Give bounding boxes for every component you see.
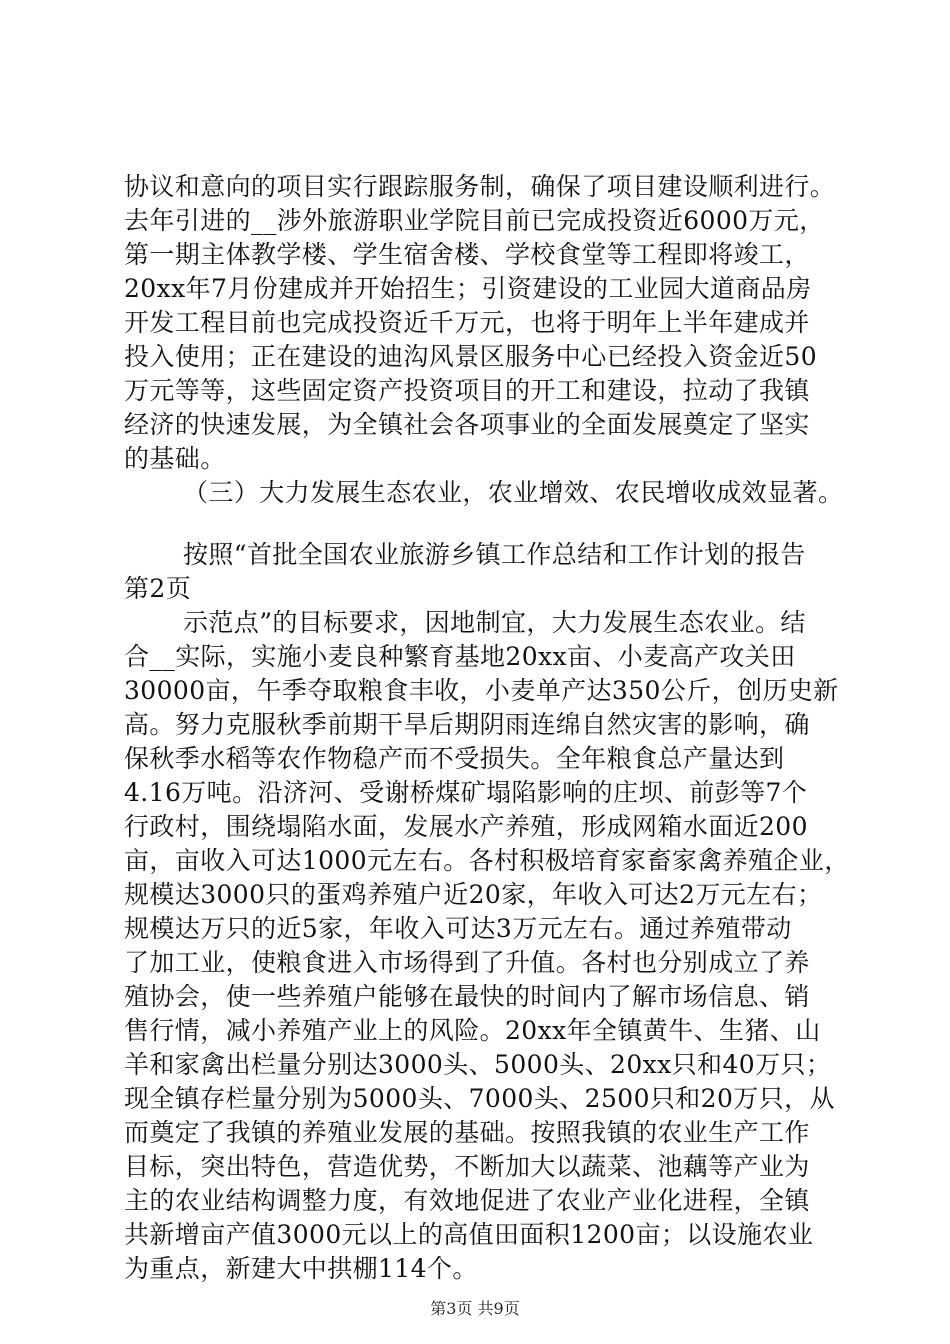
text-line: 规模达3000只的蛋鸡养殖户近20家，年收入可达2万元左右； (124, 880, 823, 909)
text-line: 20xx年7月份建成并开始招生；引资建设的工业园大道商品房 (124, 274, 812, 303)
page-footer: 第3页 共9页 (430, 1299, 520, 1318)
text-line: 保秋季水稻等农作物稳产而不受损失。全年粮食总产量达到 (124, 744, 785, 773)
text-line: 第一期主体教学楼、学生宿舍楼、学校食堂等工程即将竣工， (124, 240, 810, 269)
text-line: 经济的快速发展，为全镇社会各项事业的全面发展奠定了坚实 (124, 410, 810, 439)
text-line: 亩，亩收入可达1000元左右。各村积极培育家畜家禽养殖企业， (124, 846, 850, 875)
text-line: 高。努力克服秋季前期干旱后期阴雨连绵自然灾害的影响，确 (124, 710, 810, 739)
section-heading: （三）大力发展生态农业，农业增效、农民增收成效显著。 (183, 478, 844, 507)
text-line: 了加工业，使粮食进入市场得到了升值。各村也分别成立了养 (124, 948, 810, 977)
text-line: 万元等等，这些固定资产投资项目的开工和建设，拉动了我镇 (124, 376, 810, 405)
text-line: 投入使用；正在建设的迪沟风景区服务中心已经投入资金近50 (124, 342, 818, 371)
text-line: 的基础。 (124, 444, 226, 473)
text-line: 而奠定了我镇的养殖业发展的基础。按照我镇的农业生产工作 (124, 1118, 810, 1147)
text-line: 协议和意向的项目实行跟踪服务制，确保了项目建设顺利进行。 (124, 172, 836, 201)
text-line: 行政村，围绕塌陷水面，发展水产养殖，形成网箱水面近200 (124, 812, 808, 841)
text-line: 去年引进的__涉外旅游职业学院目前已完成投资近6000万元， (124, 206, 825, 235)
text-line: 殖协会，使一些养殖户能够在最快的时间内了解市场信息、销 (124, 982, 810, 1011)
text-line: 示范点”的目标要求，因地制宜，大力发展生态农业。结 (183, 608, 806, 637)
text-line: 售行情，减小养殖产业上的风险。20xx年全镇黄牛、生猪、山 (124, 1016, 821, 1045)
text-line: 按照“首批全国农业旅游乡镇工作总结和工作计划的报告 (183, 540, 806, 569)
text-line: 合__实际，实施小麦良种繁育基地20xx亩、小麦高产攻关田 (124, 642, 796, 671)
text-line: 现全镇存栏量分别为5000头、7000头、2500只和20万只，从 (124, 1084, 835, 1113)
text-line: 规模达万只的近5家，年收入可达3万元左右。通过养殖带动 (124, 914, 792, 943)
text-line: 为重点，新建大中拱棚114个。 (124, 1254, 478, 1283)
text-line: 主的农业结构调整力度，有效地促进了农业产业化进程，全镇 (124, 1186, 810, 1215)
page-marker: 第2页 (124, 574, 192, 603)
text-line: 30000亩，午季夺取粮食丰收，小麦单产达350公斤，创历史新 (124, 676, 839, 705)
text-line: 羊和家禽出栏量分别达3000头、5000头、20xx只和40万只； (124, 1050, 832, 1079)
text-line: 开发工程目前也完成投资近千万元，也将于明年上半年建成并 (124, 308, 810, 337)
text-line: 目标，突出特色，营造优势，不断加大以蔬菜、池藕等产业为 (124, 1152, 810, 1181)
text-line: 4.16万吨。沿济河、受谢桥煤矿塌陷影响的庄坝、前彭等7个 (124, 778, 808, 807)
text-line: 共新增亩产值3000元以上的高值田面积1200亩；以设施农业 (124, 1220, 814, 1249)
